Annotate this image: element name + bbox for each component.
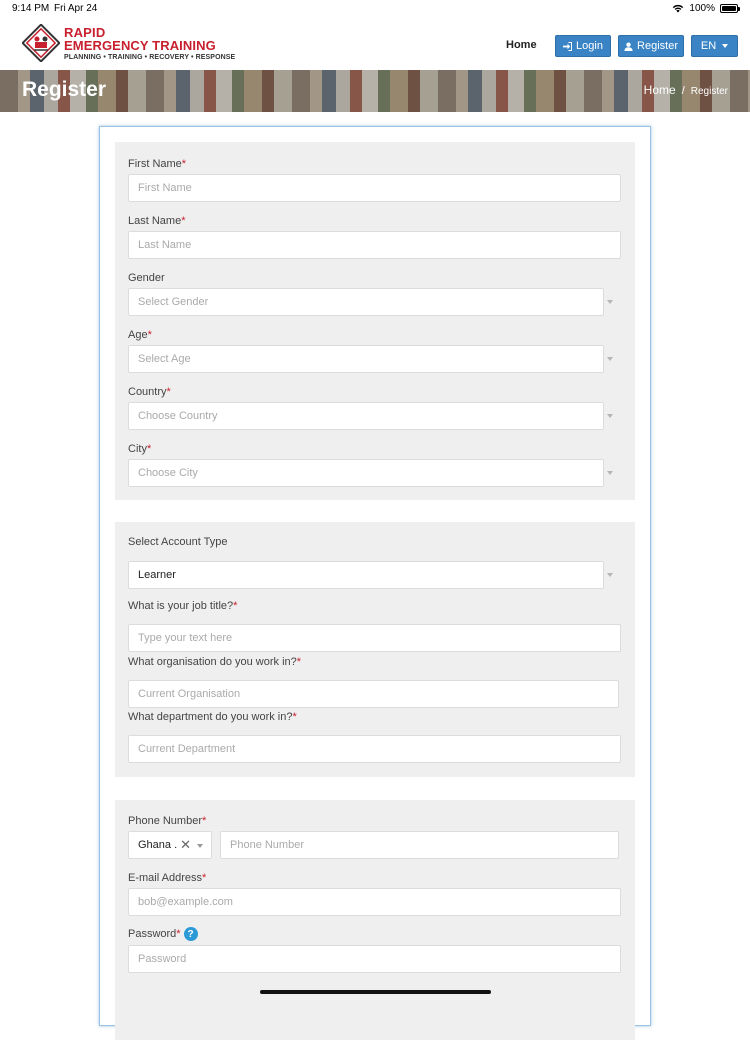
department-label: What department do you work in?* [128, 711, 297, 723]
status-bar [0, 0, 750, 18]
organisation-label: What organisation do you work in?* [128, 656, 302, 668]
breadcrumb [644, 83, 728, 97]
status-date: Fri Apr 24 [54, 3, 98, 14]
brand-line1: RAPID [64, 24, 106, 40]
chevron-down-icon[interactable] [197, 844, 203, 848]
country-select[interactable]: Choose Country [128, 402, 604, 430]
brand-line2: EMERGENCY TRAINING [64, 37, 216, 53]
status-right [672, 3, 738, 14]
first-name-input[interactable]: First Name [128, 174, 621, 202]
page-title: Register [22, 78, 107, 101]
status-time: 9:14 PM [12, 3, 50, 14]
password-label: Password* ? [128, 927, 198, 941]
battery-percent: 100% [689, 3, 715, 14]
account-type-dropdown-arrow-icon[interactable] [607, 573, 613, 577]
last-name-input[interactable]: Last Name [128, 231, 621, 259]
register-label: Register [637, 40, 678, 52]
age-select[interactable]: Select Age [128, 345, 604, 373]
brand-logo[interactable] [22, 24, 235, 62]
city-label: City* [128, 443, 152, 455]
login-button[interactable] [555, 35, 611, 57]
logo-emblem-icon [22, 24, 60, 62]
email-label: E-mail Address* [128, 872, 207, 884]
brand-text [64, 26, 235, 61]
brand-tagline: PLANNING • TRAINING • RECOVERY • RESPONSE [64, 53, 236, 61]
country-label: Country* [128, 386, 171, 398]
password-input[interactable]: Password [128, 945, 621, 973]
email-input[interactable]: bob@example.com [128, 888, 621, 916]
city-select[interactable]: Choose City [128, 459, 604, 487]
account-type-label: Select Account Type [128, 536, 228, 548]
top-navbar [0, 18, 750, 70]
job-title-input[interactable]: Type your text here [128, 624, 621, 652]
page-hero-banner [0, 70, 750, 112]
phone-number-label: Phone Number* [128, 815, 207, 827]
language-dropdown[interactable] [691, 35, 738, 57]
battery-icon [720, 4, 738, 13]
nav-home-link[interactable]: Home [506, 39, 537, 51]
user-icon [624, 42, 633, 51]
gender-dropdown-arrow-icon[interactable] [607, 300, 613, 304]
contact-section [115, 800, 635, 1040]
breadcrumb-home-link[interactable]: Home [643, 83, 676, 97]
last-name-label: Last Name* [128, 215, 186, 227]
breadcrumb-current: Register [690, 86, 728, 97]
help-icon[interactable]: ? [184, 927, 198, 941]
chevron-down-icon [722, 44, 728, 48]
first-name-label: First Name* [128, 158, 187, 170]
gender-select[interactable]: Select Gender [128, 288, 604, 316]
country-dropdown-arrow-icon[interactable] [607, 414, 613, 418]
phone-number-input[interactable]: Phone Number [220, 831, 619, 859]
register-form [99, 126, 651, 1026]
age-label: Age* [128, 329, 152, 341]
city-dropdown-arrow-icon[interactable] [607, 471, 613, 475]
personal-details-section [115, 142, 635, 500]
job-title-label: What is your job title?* [128, 600, 238, 612]
gender-label: Gender [128, 272, 165, 284]
login-label: Login [576, 40, 603, 52]
language-label: EN [700, 40, 717, 52]
phone-country-value: Ghana . [138, 839, 178, 851]
sign-in-icon [563, 42, 572, 51]
account-type-section [115, 522, 635, 777]
department-input[interactable]: Current Department [128, 735, 621, 763]
phone-country-select[interactable] [128, 831, 212, 859]
age-dropdown-arrow-icon[interactable] [607, 357, 613, 361]
register-button[interactable] [618, 35, 684, 57]
organisation-input[interactable]: Current Organisation [128, 680, 619, 708]
account-type-select[interactable]: Learner [128, 561, 604, 589]
breadcrumb-separator: / [681, 85, 685, 97]
home-indicator [260, 990, 491, 994]
wifi-icon [672, 4, 684, 13]
clear-icon[interactable]: ✕ [180, 837, 192, 852]
